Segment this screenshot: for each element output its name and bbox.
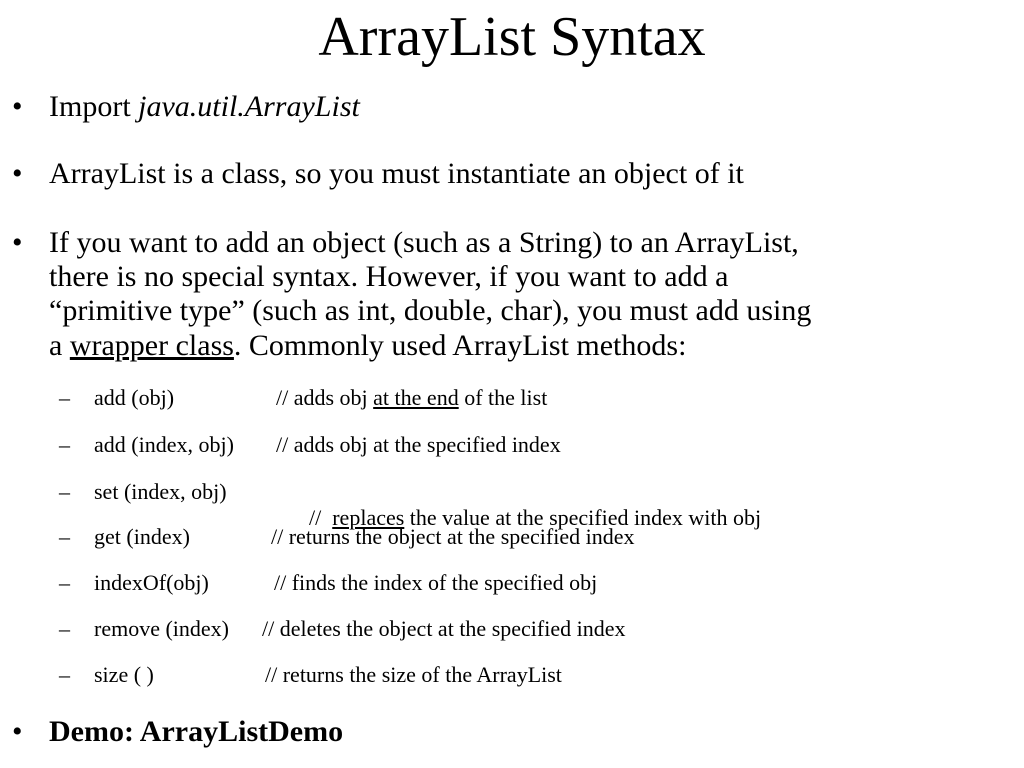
bullet-import	[49, 90, 360, 124]
dash-marker: –	[59, 432, 70, 457]
method-comment: // adds obj at the specified index	[276, 432, 561, 457]
bullet-wrapper-line-3: “primitive type” (such as int, double, char), you must add using	[49, 294, 812, 327]
method-signature: get (index)	[94, 524, 190, 549]
method-signature: set (index, obj)	[94, 479, 227, 504]
import-prefix: Import	[49, 90, 139, 123]
wrapper-class-term: wrapper class	[69, 329, 234, 362]
method-signature: indexOf(obj)	[94, 570, 209, 595]
comment-text: // adds obj	[276, 385, 374, 410]
dash-marker: –	[59, 385, 70, 410]
bullet-instantiate: ArrayList is a class, so you must instantiate an object of it	[49, 157, 744, 190]
method-comment	[276, 385, 547, 411]
bullet-wrapper-line-2: there is no special syntax. However, if you want to add a	[49, 260, 729, 293]
method-comment: // finds the index of the specified obj	[274, 570, 598, 595]
comment-text: of the list	[458, 385, 548, 410]
demo-label: Demo: ArrayListDemo	[49, 715, 344, 748]
method-comment: // returns the object at the specified index	[271, 524, 635, 549]
import-package: java.util.ArrayList	[138, 90, 360, 123]
comment-text: //	[309, 505, 333, 530]
bullet-marker: •	[12, 157, 23, 190]
dash-marker: –	[59, 616, 70, 641]
method-signature: add (obj)	[94, 385, 175, 410]
bullet-marker: •	[12, 226, 23, 259]
comment-text: the value at the specified index with obj	[404, 505, 762, 530]
method-comment: // deletes the object at the specified index	[262, 616, 626, 641]
dash-marker: –	[59, 479, 70, 504]
bullet-wrapper-line-4	[49, 329, 686, 363]
slide-title: ArrayList Syntax	[318, 6, 706, 68]
wrapper-suffix: . Commonly used ArrayList methods:	[233, 329, 687, 362]
wrapper-prefix: a	[49, 329, 70, 362]
bullet-wrapper-line-1: If you want to add an object (such as a String) to an ArrayList,	[49, 226, 799, 259]
method-signature: size ( )	[94, 662, 154, 687]
bullet-marker: •	[12, 90, 23, 123]
bullet-marker: •	[12, 715, 23, 748]
method-signature: remove (index)	[94, 616, 229, 641]
method-comment: // returns the size of the ArrayList	[265, 662, 562, 687]
dash-marker: –	[59, 570, 70, 595]
comment-emphasis: replaces	[332, 505, 405, 530]
dash-marker: –	[59, 662, 70, 687]
comment-emphasis: at the end	[373, 385, 459, 410]
method-signature: add (index, obj)	[94, 432, 234, 457]
dash-marker: –	[59, 524, 70, 549]
